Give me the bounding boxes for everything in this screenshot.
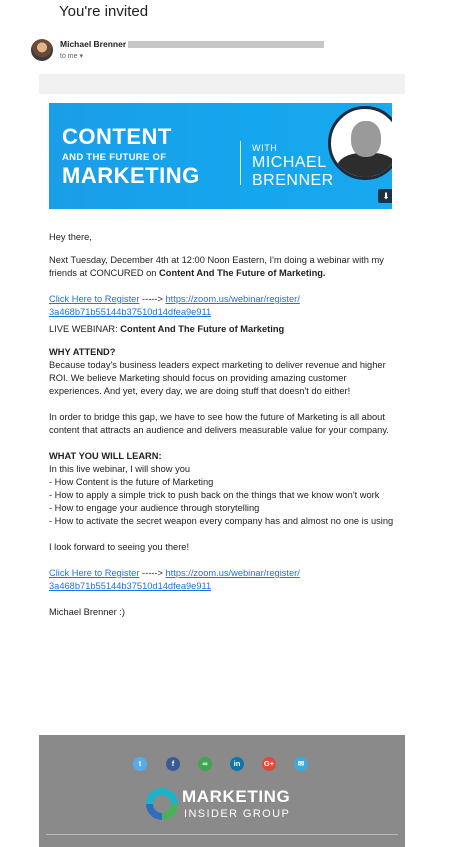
email-subject: You're invited <box>59 3 149 20</box>
footer-divider <box>46 834 398 835</box>
register-link-bottom[interactable]: Click Here to Register <box>49 568 140 578</box>
learn-item: - How to activate the secret weapon every company has and almost no one is using <box>49 516 394 526</box>
register-line-4 <box>49 580 397 593</box>
twitter-icon[interactable]: t <box>133 757 147 771</box>
live-webinar-label: LIVE WEBINAR: <box>49 324 121 334</box>
closing-line: I look forward to seeing you there! <box>49 542 190 552</box>
why-attend-heading <box>49 346 397 359</box>
register-url-part-2[interactable]: 3a468b71b55144b37510d14dfea9e911 <box>49 307 212 317</box>
recipients-dropdown[interactable]: to me ▾ <box>60 53 83 60</box>
logo-text-main: MARKETING <box>182 787 291 806</box>
learn-heading <box>49 450 397 463</box>
register-url-part-1[interactable]: https://zoom.us/webinar/register/ <box>165 294 300 304</box>
banner-title-content: CONTENT <box>62 124 172 149</box>
banner-divider <box>240 141 241 185</box>
why-attend-text: Because today's business leaders expect marketing to deliver revenue and higher ROI. We believe Marketing should focus on providing amazing customer experiences. And yet, every day, we are doing stuff that doesn't do either! <box>49 360 386 396</box>
sender-name: Michael Brenner <box>60 39 127 49</box>
live-webinar-line <box>49 323 397 336</box>
marketing-insider-logo-icon[interactable] <box>146 788 178 820</box>
sender-email-redacted <box>128 41 324 48</box>
intro-paragraph <box>49 254 397 280</box>
logo-circle-inner <box>153 795 171 813</box>
signature: Michael Brenner :) <box>49 607 125 617</box>
speaker-photo <box>328 106 392 180</box>
register-url-bottom-part-1[interactable]: https://zoom.us/webinar/register/ <box>165 568 300 578</box>
webinar-banner <box>49 103 392 209</box>
link-icon[interactable]: ∞ <box>198 757 212 771</box>
register-arrow-bottom: -----> <box>139 568 166 578</box>
learn-item: - How to apply a simple trick to push back on the things that we know won't work <box>49 490 380 500</box>
logo-text-sub: INSIDER GROUP <box>184 808 291 820</box>
speaker-photo-head <box>351 121 381 157</box>
email-top-bar <box>39 74 405 94</box>
email-content <box>39 94 405 733</box>
email-footer <box>39 735 405 847</box>
sender-avatar[interactable] <box>31 39 53 61</box>
learn-item: - How to engage your audience through storytelling <box>49 503 260 513</box>
intro-webinar-title: Content And The Future of Marketing. <box>159 268 326 278</box>
banner-last-name: BRENNER <box>252 172 334 189</box>
email-body <box>49 231 397 619</box>
download-icon[interactable]: ⬇ <box>378 189 392 203</box>
speaker-photo-body <box>337 153 392 180</box>
intro-text: Next Tuesday, December 4th at 12:00 Noon Eastern, I'm doing a webinar with my friends at CONCURED on <box>49 255 384 278</box>
linkedin-icon[interactable]: in <box>230 757 244 771</box>
register-line-1 <box>49 293 397 306</box>
why-attend-heading-text: WHY ATTEND? <box>49 347 116 357</box>
live-webinar-title: Content And The Future of Marketing <box>120 324 285 334</box>
learn-intro: In this live webinar, I will show you <box>49 464 191 474</box>
learn-heading-text: WHAT YOU WILL LEARN: <box>49 451 162 461</box>
email-icon[interactable]: ✉ <box>294 757 308 771</box>
register-line-2 <box>49 306 397 319</box>
bridge-paragraph: In order to bridge this gap, we have to see how the future of Marketing is all about content that attracts an audience and delivers measurable value for your company. <box>49 412 389 435</box>
banner-with: WITH <box>252 143 278 153</box>
register-arrow: -----> <box>139 294 166 304</box>
greeting: Hey there, <box>49 232 92 242</box>
sender-header <box>31 39 451 65</box>
banner-title-future: AND THE FUTURE OF <box>62 152 167 163</box>
register-url-bottom-part-2[interactable]: 3a468b71b55144b37510d14dfea9e911 <box>49 581 212 591</box>
register-link[interactable]: Click Here to Register <box>49 294 140 304</box>
banner-first-name: MICHAEL <box>252 154 327 171</box>
register-line-3 <box>49 567 397 580</box>
google-plus-icon[interactable]: G+ <box>262 757 276 771</box>
facebook-icon[interactable]: f <box>166 757 180 771</box>
banner-title-marketing: MARKETING <box>62 163 200 188</box>
learn-item: - How Content is the future of Marketing <box>49 477 214 487</box>
